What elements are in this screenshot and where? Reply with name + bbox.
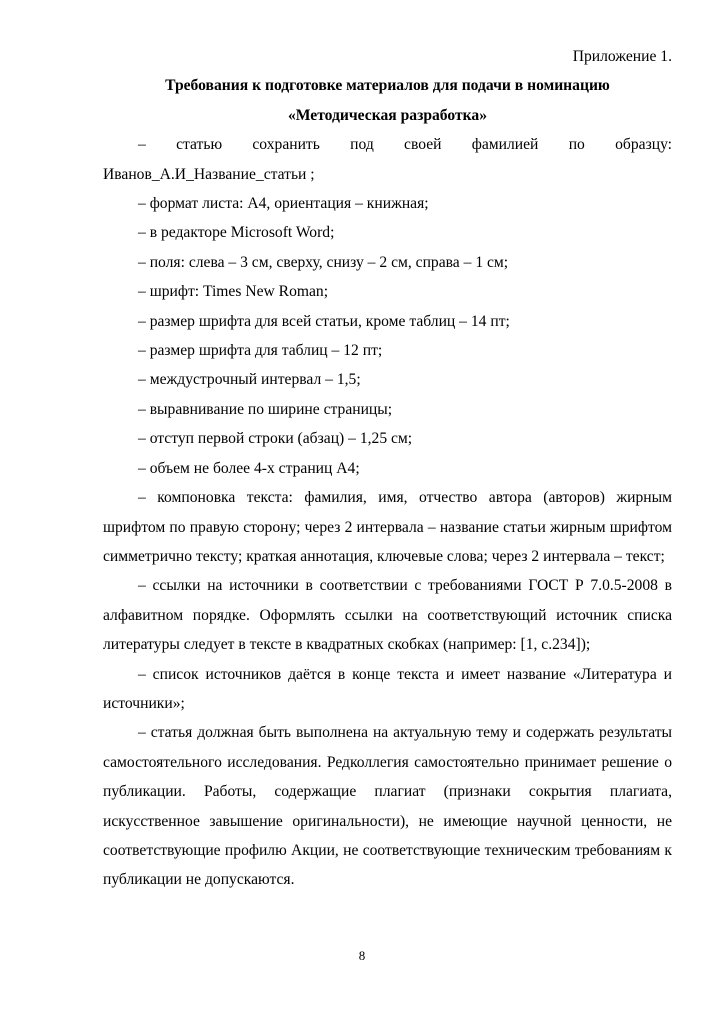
document-title-line-2: «Методическая разработка» (287, 106, 487, 124)
requirement-layout: – компоновка текста: фамилия, имя, отчество автора (авторов) жирным шрифтом по правую сторону; через 2 интервала – название статьи жирным шрифтом симметрично тексту; краткая аннотация, ключевые слова; через 2 интервала – текст; (103, 489, 672, 565)
requirement-editor: – в редакторе Microsoft Word; (138, 224, 335, 242)
requirement-originality: – статья должная быть выполнена на актуальную тему и содержать результаты самостоятельного исследования. Редколлегия самостоятельно принимает решение о публикации. Работы, содержащие плагиат (признаки сокрытия плагиата, искусственное завышение оригинальности), не имеющие научной ценности, не соответствующие профилю Акции, не соответствующие техническим требованиям к публикации не допускаются. (103, 724, 672, 889)
requirement-font-size: – размер шрифта для всей статьи, кроме таблиц – 14 пт; (138, 312, 510, 330)
page-number: 8 (358, 948, 366, 963)
requirement-font: – шрифт: Times New Roman; (138, 283, 329, 301)
appendix-label: Приложение 1. (572, 48, 672, 65)
requirement-paper-format: – формат листа: А4, ориентация – книжная; (138, 195, 429, 213)
requirement-source-list: – список источников даётся в конце текста и имеет название «Литература и источники»; (103, 665, 672, 712)
requirement-line-spacing: – междустрочный интервал – 1,5; (138, 371, 361, 389)
requirement-file-name: – статью сохранить под своей фамилией по образцу: (138, 136, 672, 154)
requirement-file-name-example: Иванов_А.И_Название_статьи ; (103, 165, 315, 183)
document-page (103, 42, 672, 895)
requirement-volume: – объем не более 4-х страниц А4; (138, 459, 360, 477)
requirement-table-font-size: – размер шрифта для таблиц – 12 пт; (138, 342, 383, 360)
requirement-indent: – отступ первой строки (абзац) – 1,25 см; (138, 430, 413, 448)
requirement-alignment: – выравнивание по ширине страницы; (138, 400, 393, 418)
requirement-references: – ссылки на источники в соответствии с требованиями ГОСТ Р 7.0.5-2008 в алфавитном порядке. Оформлять ссылки на соответствующий источник списка литературы следует в тексте в квадратных скобках (например: [1, с.234]); (103, 577, 672, 654)
document-title-line-1: Требования к подготовке материалов для подачи в номинацию (165, 77, 610, 95)
requirement-margins: – поля: слева – 3 см, сверху, снизу – 2 см, справа – 1 см; (138, 253, 509, 271)
